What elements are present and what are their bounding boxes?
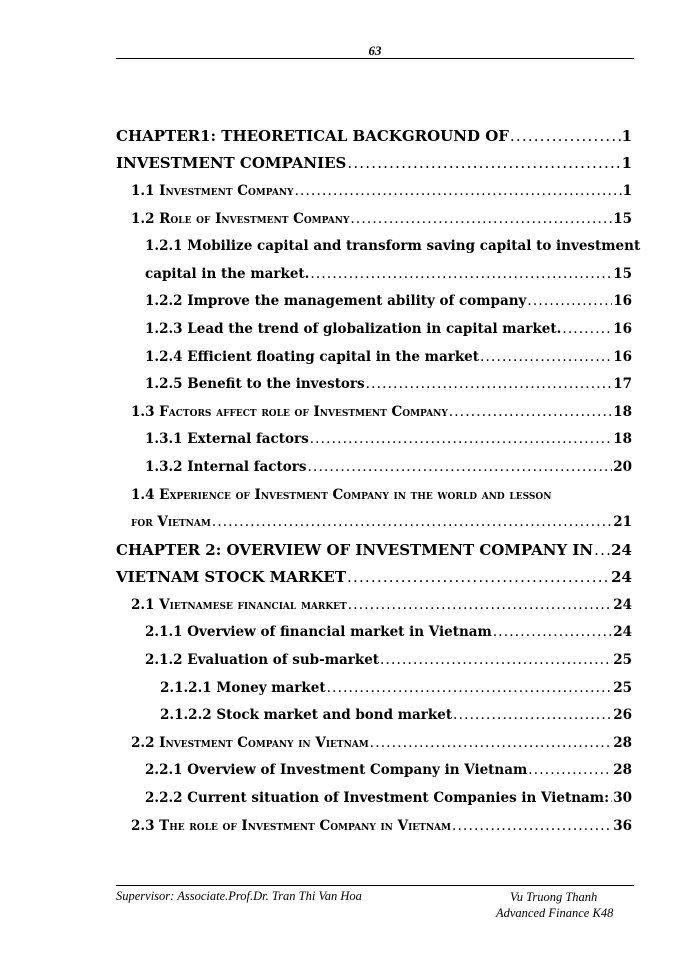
toc-entry[interactable] [116,701,632,729]
toc-entry[interactable] [116,205,632,233]
footer-author-block [496,889,613,921]
toc-dot-leader [347,154,620,172]
toc-dot-leader [528,762,612,778]
toc-dot-leader [493,624,612,640]
toc-entry-label: 1.3 Factors affect role of Investment Company [131,403,448,420]
toc-entry-label: 1.1 Investment Company [131,182,294,199]
toc-dot-leader [310,431,613,447]
toc-entry-label: 2.1 Vietnamese financial market [131,596,347,613]
toc-dot-leader [449,404,612,420]
toc-dot-leader [452,818,612,834]
toc-entry-label: capital in the market. [145,265,310,282]
toc-entry[interactable] [116,343,632,371]
toc-entry-page: 26 [613,707,632,724]
toc-entry[interactable] [116,453,632,481]
toc-entry-label: 1.3.2 Internal factors [145,458,307,475]
toc-entry-label: 2.1.1 Overview of financial market in Vietnam [145,624,492,641]
footer-supervisor: Supervisor: Associate.Prof.Dr. Tran Thi Van Hoa [116,889,362,903]
toc-entry[interactable] [116,398,632,426]
toc-entry-page: 28 [613,734,632,751]
toc-entry[interactable] [116,812,632,840]
toc-entry[interactable] [116,288,632,316]
toc-entry-page: 25 [613,652,632,669]
toc-entry-label: 1.2.5 Benefit to the investors [145,376,365,393]
toc-entry[interactable] [116,757,632,785]
toc-entry-page: 20 [613,458,632,475]
toc-entry[interactable] [116,150,632,178]
toc-dot-leader [370,735,612,751]
toc-dot-leader [510,127,621,145]
toc-dot-leader [307,459,612,475]
toc-entry-page: 1 [621,126,632,145]
toc-entry-label: 2.1.2.1 Money market [160,679,326,696]
toc-entry-page: 30 [613,790,632,807]
toc-entry-label: VIETNAM STOCK MARKET [116,568,347,587]
toc-dot-leader [610,790,612,806]
toc-entry-label: INVESTMENT COMPANIES [116,154,347,173]
toc-dot-leader [350,211,612,227]
toc-entry-label: 1.3.1 External factors [145,431,309,448]
toc-entry[interactable] [116,426,632,454]
footer-rule [116,885,634,886]
toc-entry[interactable] [116,674,632,702]
toc-entry-page: 36 [613,817,632,834]
toc-entry-label: 1.2.4 Efficient floating capital in the market [145,348,480,365]
toc-entry[interactable] [116,122,632,150]
toc-entry-page: 24 [613,624,632,641]
toc-entry-page: 16 [613,348,632,365]
toc-dot-leader [347,568,610,586]
toc-dot-leader [453,707,612,723]
toc-entry-page: 16 [613,293,632,310]
toc-entry[interactable] [116,315,632,343]
footer-author: Vu Truong Thanh [510,890,598,904]
toc-entry[interactable] [116,536,632,564]
toc-dot-leader [348,597,612,613]
toc-dot-leader [594,541,610,559]
toc-entry-label: CHAPTER 2: OVERVIEW OF INVESTMENT COMPANY IN [116,540,594,559]
table-of-contents [116,122,641,839]
toc-entry-page: 15 [613,210,632,227]
page-number: 63 [368,43,382,58]
toc-dot-leader [480,349,612,365]
toc-dot-leader [310,266,612,282]
toc-entry-label: 2.2 Investment Company in Vietnam [131,734,369,751]
toc-entry[interactable] [116,508,632,536]
toc-entry[interactable] [116,646,632,674]
toc-entry-label: 1.2.3 Lead the trend of globalization in capital market. [145,320,562,337]
toc-entry-line1: 1.4 Experience of Investment Company in the world and lesson [131,486,552,503]
toc-entry-page: 28 [613,762,632,779]
toc-entry-page: 25 [613,679,632,696]
toc-entry-label: 2.2.2 Current situation of Investment Companies in Vietnam: [145,790,610,807]
toc-entry-label: 2.1.2 Evaluation of sub-market [145,652,380,669]
toc-entry-label: 2.2.1 Overview of Investment Company in Vietnam [145,762,528,779]
toc-entry[interactable] [116,729,632,757]
toc-entry-page: 15 [613,265,632,282]
toc-entry-page: 1 [621,154,632,173]
toc-entry-line1: 1.2.1 Mobilize capital and transform saving capital to investment [145,238,641,255]
toc-entry-page: 1 [622,182,632,199]
toc-entry-page: 24 [611,540,632,559]
toc-entry[interactable] [116,784,632,812]
toc-entry[interactable] [116,591,632,619]
header-rule [116,58,634,59]
toc-entry-page: 16 [613,320,632,337]
toc-entry[interactable] [116,260,632,288]
toc-entry-page: 17 [613,376,632,393]
toc-entry-label: 2.3 The role of Investment Company in Vietnam [131,817,452,834]
toc-entry-page: 18 [613,403,632,420]
toc-dot-leader [366,376,613,392]
toc-entry[interactable] [116,564,632,592]
toc-entry-page: 21 [613,514,632,531]
toc-dot-leader [527,293,612,309]
toc-entry[interactable] [116,370,632,398]
toc-entry-label: for Vietnam [131,514,211,531]
toc-entry-page: 18 [613,431,632,448]
footer-course: Advanced Finance K48 [496,906,614,920]
toc-dot-leader [295,183,622,199]
toc-entry-label: 1.2 Role of Investment Company [131,210,350,227]
toc-dot-leader [562,321,612,337]
toc-entry-label: 1.2.2 Improve the management ability of company [145,293,527,310]
toc-dot-leader [327,680,613,696]
toc-dot-leader [212,514,612,530]
toc-entry-page: 24 [611,568,632,587]
toc-entry-label: CHAPTER1: THEORETICAL BACKGROUND OF [116,126,509,145]
toc-entry[interactable] [116,177,632,205]
toc-entry[interactable] [116,619,632,647]
toc-entry-label: 2.1.2.2 Stock market and bond market [160,707,453,724]
toc-dot-leader [380,652,612,668]
toc-entry-page: 24 [613,596,632,613]
page-header [116,40,634,59]
